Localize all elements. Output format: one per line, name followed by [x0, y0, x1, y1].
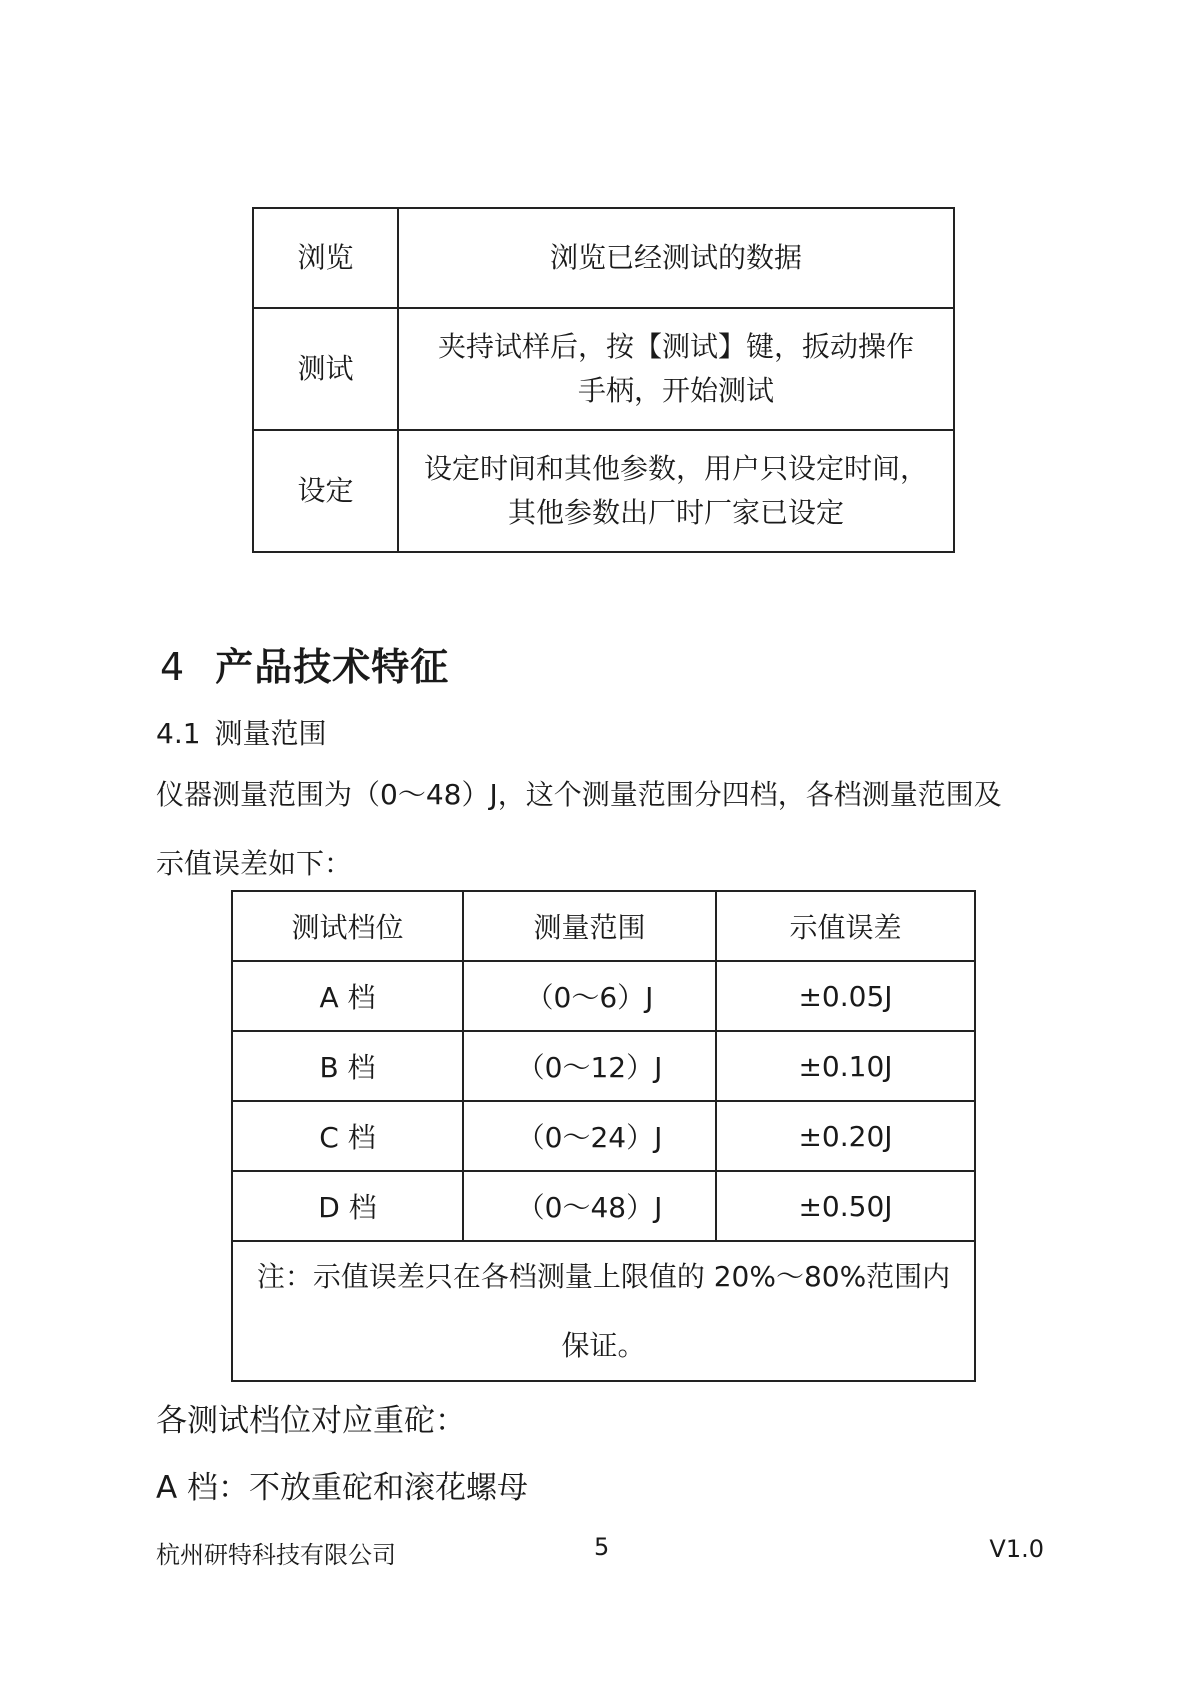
table-row [232, 1171, 975, 1241]
table-cell: （0～24）J [463, 1101, 716, 1171]
footer-company: 杭州研特科技有限公司 [156, 1541, 396, 1569]
column-header: 示值误差 [716, 891, 975, 961]
function-desc-line: 设定时间和其他参数，用户只设定时间， [423, 452, 928, 485]
subsection-title: 测量范围 [214, 717, 327, 750]
table-header-row [232, 891, 975, 961]
table-cell: （0～12）J [463, 1031, 716, 1101]
table-note [232, 1241, 975, 1381]
table-row [232, 961, 975, 1031]
table-cell: ±0.10J [716, 1031, 975, 1101]
column-header: 测试档位 [232, 891, 463, 961]
section-heading [160, 636, 449, 691]
weights-heading: 各测试档位对应重砣： [156, 1403, 466, 1439]
function-desc [398, 208, 954, 308]
table-cell: ±0.50J [716, 1171, 975, 1241]
footer-page-number: 5 [594, 1533, 610, 1561]
note-line: 保证。 [561, 1329, 646, 1362]
table-cell: （0～6）J [463, 961, 716, 1031]
column-header: 测量范围 [463, 891, 716, 961]
function-desc-line: 浏览已经测试的数据 [549, 241, 802, 274]
subsection-heading [156, 712, 327, 752]
table-row [232, 1031, 975, 1101]
weights-a-line: A 档：不放重砣和滚花螺母 [156, 1470, 529, 1506]
table-note-row [232, 1241, 975, 1381]
table-row [232, 1101, 975, 1171]
section-title: 产品技术特征 [215, 645, 450, 689]
section-number: 4 [160, 645, 186, 689]
table-row [253, 308, 954, 430]
note-line: 注：示值误差只在各档测量上限值的 20%～80%范围内 [256, 1260, 951, 1293]
intro-paragraph [156, 760, 1056, 898]
function-table [252, 207, 955, 553]
function-key: 浏览 [253, 208, 398, 308]
function-key: 设定 [253, 430, 398, 552]
function-desc-line: 其他参数出厂时厂家已设定 [507, 496, 844, 529]
function-key: 测试 [253, 308, 398, 430]
intro-line: 示值误差如下： [156, 847, 353, 880]
table-cell: ±0.05J [716, 961, 975, 1031]
range-table [231, 890, 976, 1382]
function-desc-line: 手柄，开始测试 [577, 374, 774, 407]
table-cell: ±0.20J [716, 1101, 975, 1171]
function-desc [398, 430, 954, 552]
function-desc [398, 308, 954, 430]
table-cell: D 档 [232, 1171, 463, 1241]
table-cell: （0～48）J [463, 1171, 716, 1241]
table-row [253, 430, 954, 552]
table-row [253, 208, 954, 308]
subsection-number: 4.1 [156, 717, 201, 750]
table-cell: B 档 [232, 1031, 463, 1101]
function-desc-line: 夹持试样后，按【测试】键，扳动操作 [437, 330, 914, 363]
intro-line: 仪器测量范围为（0～48）J，这个测量范围分四档，各档测量范围及 [156, 778, 1002, 811]
table-cell: C 档 [232, 1101, 463, 1171]
table-cell: A 档 [232, 961, 463, 1031]
footer-version: V1.0 [989, 1535, 1044, 1563]
